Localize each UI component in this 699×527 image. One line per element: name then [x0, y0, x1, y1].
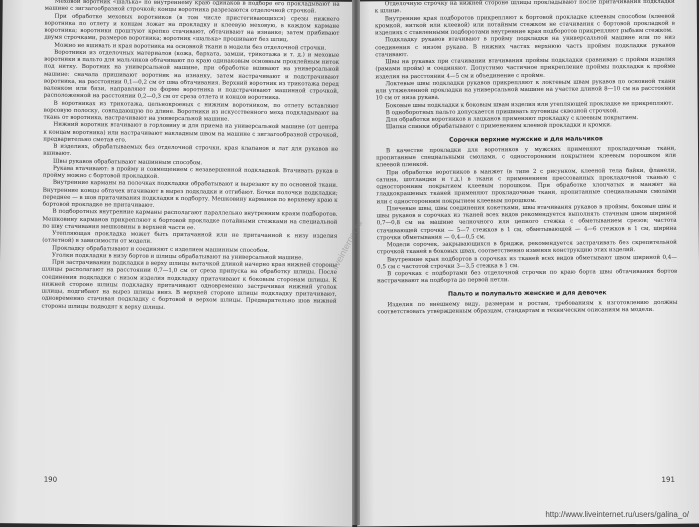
page-number-right: 191: [661, 476, 674, 483]
paragraph: При обработке воротников в манжет (в типе 2 с рисунком, клееной тела байки, фланели, сатина, шотландки и т.д.) в ткани с применением прессованных прокладочной тканью с односторонним покрытием клеевым порошком. При обработке хлопчатых и манжет на гладкокрашеных тканей применяют прокладочные ткани, пропитанные специальными смолами или с односторонним покрытием клеевым порошком.: [376, 167, 676, 206]
paragraph: В воротниках из трикотажа, цельнокроеных с нижним воротником, по отлету вставляют ворсовую полоску, совпадающую по длине. Воротники из искусственного меха подкладывают на ткань от воротника, настрачивают на универсальной машине.: [43, 100, 338, 125]
paragraph: В изделиях, обрабатываемых без отделочной строчки, края клапанов и лат для рукавов не вшивают.: [43, 144, 338, 162]
paragraph: Шапки спинки обрабатывают с применением клеевой прокладки и кромки.: [376, 122, 676, 132]
source-url-link[interactable]: http://www.liveinternet.ru/users/galina_o/: [545, 510, 689, 519]
right-page: [353, 0, 699, 526]
paragraph: Подкладку рукавов втачивают в пройму подкладки на универсальной машине или по низ соединения с низом рукава. В нижних частях верхнюю часть проймы подкладки рукавов стачивают.: [375, 35, 675, 59]
paragraph: В подборотных внутренние карманы располагают параллельно внутренним краям подборотов. Мешковину карманов прикрепляют к бортовой прокладке потайными стежками на специальной по шву стачивания мешковины в верхней части ее.: [42, 209, 337, 234]
paragraph: Боковые швы подкладки к боковым швам изделия или утепляющей прокладке не прикрепляют.: [376, 100, 676, 110]
paragraph: Можно не вшивать и края воротника на основной ткани в модели без отделочной строчки.: [44, 42, 339, 52]
paragraph: Для обработки воротников и лацканов применяют прокладку с клеевым покрытием.: [376, 115, 676, 125]
section-heading: Пальто и полупальто женские и для девочек: [377, 288, 677, 298]
paragraph: Локтевые швы подкладки рукавов прикрепляют к локтевым швам рукавов по основной ткани или утяжеленной прокладки на универсальной машине на участке длиной 8—10 см на расстоянии 10 см от низа рукава.: [375, 78, 675, 102]
paragraph: Нижний воротник втачивают в горловину и для приема на универсальной машине (от центра к концам воротника) или настрачивают накладным швом на машине с зигзагообразной строчкой, предварительно сметав его.: [43, 122, 338, 147]
paragraph: Внутренние края подбортов в сорочках из тканей всех видов обметывают швом шириной 0,4—0,5 см с частотой строчки 3—3,5 стежка в 1 см.: [377, 254, 677, 271]
paragraph: Модели сорочек, закрывающихся в бриджи, рекомендуется застрачивать без скрепительной строчкой тканей в боковых швах, соответственно изменяя конструкцию этих изделий.: [377, 240, 677, 257]
page-number-left: 190: [44, 476, 57, 483]
paragraph: Внутренние карманы на полочках подкладки обрабатывают и вырезают ку по основной ткани. Внутренние концы обтачек втачивают в вырез подкладки и отгибают. Бочки полочки подкладки; переднее — в шов притачивания подкладки к подборту. Мешковину карманов по верхнему краю к бортовой прокладке не притачивают.: [43, 180, 338, 212]
watermark: liveinternet.ru: [330, 219, 364, 271]
paragraph: В сорочках с подбортами без отделочной строчки по краю борта швы обтачивания бортов настрачивают на подборта до первой петли.: [377, 269, 677, 286]
paragraph: Отделочную строчку на нижней стороне шлицы прокладывают после притачивания подкладки к шлице.: [375, 0, 675, 16]
paragraph: Уголки подкладки в низу бортов и шлицы обрабатывают на универсальной машине.: [42, 252, 337, 262]
paragraph: Утепляющая прокладка может быть притачанной или не притачанной к низу изделия (отлетной) в зависимости от модели.: [42, 231, 337, 249]
paragraph: Швы рукавов обрабатывают машинным способом.: [43, 158, 338, 168]
paragraph: Воротники из отделочных материалов (кожа, бархата, замши, трикотажа и т. д.) и меховые воротники в пальто для мальчиков обтачивают по краю одинаковым основным проклейным ниток под нитку. Воротник на универсальной машине, при обработке вшивают на универсальной машине: сначала пришивают воротник на изнанку, затем настрачивают и подстрачивают воротника, на расстоянии 0,1—0,2 см от шва обтачивания. Верхний воротник из трикотажа перед валенком или бязи, направляют по форме воротника и подстрачивают машинной строчкой, расположенной на расстоянии 0,2—0,3 см от среза отлета и концов воротника.: [44, 49, 340, 103]
section-heading: Сорочки верхние мужские и для мальчиков: [376, 134, 676, 144]
paragraph: Плечевые швы, швы соединения кокетками, швы втачивания рукавов в проймы, боковые швы и швы рукавов в сорочках из тканей всех видов рекомендуется выполнять стачным швом шириной 0,7—0,8 см на машине челночного или цепного стежка с обметыванием срезов; частота стачивающей строчки — 5—7 стежков в 1 см, обметывающей — 4—6 стежков в 1 см, ширина строчки обметывания — 0,4—0,5 см.: [377, 203, 677, 242]
paragraph: В одноборотных пальто допускается пришивать пуговицы сквозной строчкой.: [376, 107, 676, 117]
book-gutter: [352, 0, 360, 525]
paragraph: Рукава втачивают: в пройму и совмещением с незавершенной подкладкой. Втачивать рукав в пройму можно с бортовой прокладкой.: [43, 165, 338, 183]
paragraph: Внутренние края подборотов прикрепляют к бортовой прокладке клеевым способом (клеевой кромкой, ниткой или клеевой) или потайным стежком не стачивания с бортовой прокладкой в изделиях с ставленными подборотами внутренние края подборотов прикрепляют рыбьим стежком.: [375, 13, 675, 37]
paragraph: Прокладку обрабатывают и соединяют с изделием машинным способом.: [42, 245, 337, 255]
paragraph: При обработке меховых воротников (в том числе пристегивающихся) срезы нижнего воротника по отлету и концам ложат на прокладку и клеевую меховую, в каждом кармане воротника; воротники проштуют крепко стачивают, обтачивают на изнанке; затем прибивают двумя строчками, размеров воротника; воротник «шалька» прошивают без шлиц.: [44, 13, 339, 45]
paragraph: Меховой воротник «шалька» по внутреннему краю одинаков в подборе его прокладывают на машине с зигзагообразной строчкой; концы воротника разрезаются отделочной строчкой.: [45, 0, 340, 16]
paragraph: Швы на рукавах при стачивании втачивания проймы подкладки сравниваю с пройми изделия (рамами пройм) и соединяют. Допустимо частичное прикрепление проймы подкладки к пройме изделия на расстоянии 4—5 см и объединение с пройме.: [375, 57, 675, 81]
paragraph: Изделия по внешнему виду, размерам и ростам, требованиям к изготовлению должны соответствовать утвержденным образцам, стандартам и техническим описаниям на модели.: [377, 299, 677, 316]
paragraph: При застрачивании подкладки в верху шлицы вытачкой длиной начерно края нижней стороны шлицы располагают на расстоянии 0,7—1,0 см от среза припуска на обработку шлицы. После соединения подкладки с низом изделия подкладку притачивают к боковым сторонам шлицы. К нижней стороне шлицы подкладку притачивают одновременно застрачивая нижний уголок шлицы, подгибают на вырез шлицы вниз. В верхней стороне шлицы подкладку притачивают, одновременно стачивая подкладку с бортовой и верхом шлицы. Предварительно шов нижней стороны шлицы подводят к верху шлицы.: [41, 260, 337, 314]
right-page-text: [375, 0, 678, 317]
paragraph: В качестве прокладки для воротников у мужских применяют прокладочные ткани, пропитанные специальными смолами, с односторонним покрытием клеевым порошком или клеевой пленкой.: [376, 145, 676, 169]
left-page-text: [41, 0, 339, 313]
